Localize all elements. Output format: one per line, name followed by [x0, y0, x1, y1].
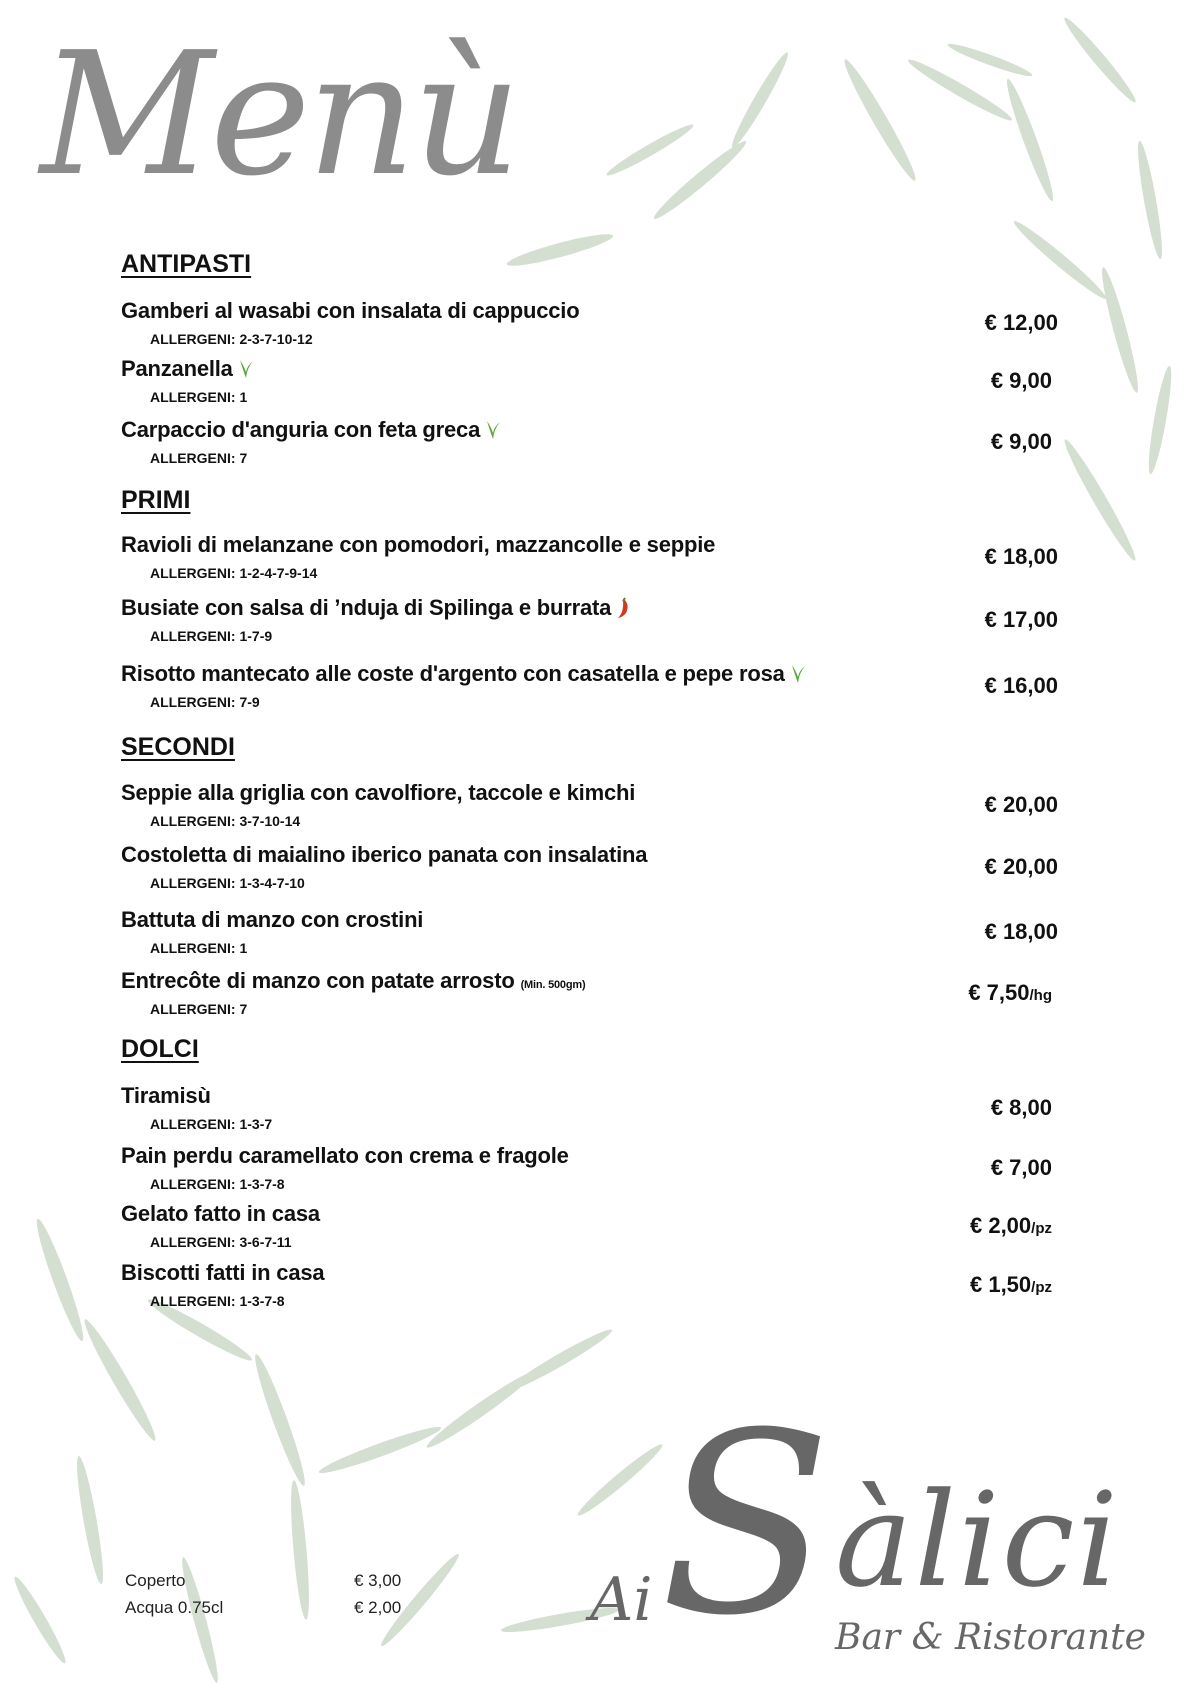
menu-item-allergens: [150, 629, 272, 643]
allergens-codes: 3-6-7-11: [239, 1234, 292, 1250]
menu-title: Menù: [40, 16, 518, 214]
menu-item-title: Costoletta di maialino iberico panata con insalatina: [121, 842, 648, 867]
menu-item-title: Tiramisù: [121, 1083, 211, 1108]
menu-item-price: [985, 794, 1058, 816]
price-value: € 9,00: [990, 368, 1052, 393]
menu-item-allergens: [150, 695, 260, 709]
willow-leaf: [650, 136, 750, 223]
price-value: € 17,00: [984, 607, 1058, 632]
menu-item-name: [121, 597, 633, 619]
allergens-label: ALLERGENI:: [150, 1234, 236, 1250]
extra-label: Coperto: [125, 1571, 186, 1590]
allergens-label: ALLERGENI:: [150, 565, 236, 581]
allergens-label: ALLERGENI:: [150, 940, 236, 956]
menu-item-price: [985, 921, 1058, 943]
menu-item-allergens: [150, 566, 317, 580]
menu-item-price: [985, 675, 1058, 697]
menu-item-title: Gelato fatto in casa: [121, 1201, 320, 1226]
menu-item-price: [985, 856, 1058, 878]
menu-item-price: [985, 546, 1058, 568]
allergens-codes: 1-3-7: [239, 1116, 273, 1132]
price-value: € 12,00: [984, 310, 1058, 335]
menu-item-allergens: [150, 390, 247, 404]
price-value: € 16,00: [984, 673, 1058, 698]
menu-item-allergens: [150, 941, 247, 955]
willow-leaf: [249, 1352, 310, 1488]
price-unit: /pz: [1031, 1220, 1052, 1237]
willow-leaf: [10, 1574, 70, 1667]
menu-item-name: [121, 1145, 569, 1167]
menu-item-note: (Min. 500gm): [520, 979, 586, 991]
extra-price: € 2,00: [354, 1598, 402, 1617]
section-heading-secondi: SECONDI: [121, 733, 235, 761]
menu-item-name: [121, 1085, 211, 1107]
willow-leaf: [1002, 77, 1059, 204]
price-value: € 20,00: [984, 854, 1058, 879]
willow-leaf: [505, 229, 615, 271]
menu-item-name: [121, 844, 647, 866]
chili-pepper-icon: [615, 597, 633, 619]
menu-item-title: Risotto mantecato alle coste d'argento con casatella e pepe rosa: [121, 661, 785, 686]
allergens-codes: 7-9: [239, 694, 260, 710]
menu-item-price: [970, 1215, 1052, 1237]
section-heading-antipasti: ANTIPASTI: [121, 250, 252, 278]
menu-item-title: Biscotti fatti in casa: [121, 1260, 325, 1285]
menu-item-price: [991, 431, 1052, 453]
allergens-label: ALLERGENI:: [150, 694, 236, 710]
menu-item-allergens: [150, 876, 305, 890]
menu-item-price: [991, 370, 1052, 392]
menu-item-title: Pain perdu caramellato con crema e fragole: [121, 1143, 569, 1168]
menu-item-name: [121, 909, 423, 931]
allergens-codes: 2-3-7-10-12: [239, 331, 313, 347]
menu-item-name: [121, 970, 585, 992]
willow-leaf: [1060, 14, 1140, 106]
price-value: € 18,00: [984, 544, 1058, 569]
allergens-codes: 3-7-10-14: [239, 813, 301, 829]
allergens-codes: 7: [239, 450, 248, 466]
willow-leaf: [317, 1422, 444, 1479]
willow-leaf: [505, 1325, 615, 1395]
menu-item-allergens: [150, 1117, 272, 1131]
menu-item-name: [121, 782, 635, 804]
section-heading-dolci: DOLCI: [121, 1035, 199, 1063]
menu-item-name: [121, 1203, 320, 1225]
price-unit: /hg: [1029, 987, 1052, 1004]
allergens-label: ALLERGENI:: [150, 1293, 236, 1309]
willow-leaf: [1134, 140, 1167, 260]
logo-name: àlici: [835, 1464, 1121, 1616]
willow-leaf: [839, 56, 921, 184]
menu-item-name: [121, 300, 579, 322]
menu-item-allergens: [150, 332, 313, 346]
price-value: € 7,50: [968, 980, 1030, 1005]
menu-item-title: Carpaccio d'anguria con feta greca: [121, 417, 481, 442]
willow-leaf: [1097, 266, 1143, 395]
menu-item-title: Seppie alla griglia con cavolfiore, taccole e kimchi: [121, 780, 636, 805]
logo-subtitle: Bar & Ristorante: [835, 1617, 1146, 1658]
price-value: € 1,50: [969, 1272, 1032, 1297]
willow-leaf: [79, 1316, 161, 1444]
menu-item-price: [991, 1157, 1052, 1179]
willow-leaf: [727, 49, 792, 150]
price-value: € 2,00: [969, 1213, 1032, 1238]
logo-prefix: Ai: [590, 1565, 653, 1635]
menu-item-name: [121, 1262, 324, 1284]
vegetarian-leaf-icon: [484, 419, 502, 441]
allergens-label: ALLERGENI:: [150, 1001, 236, 1017]
allergens-codes: 1-3-7-8: [239, 1293, 285, 1309]
menu-item-title: Entrecôte di manzo con patate arrosto: [121, 968, 515, 993]
allergens-codes: 7: [239, 1001, 248, 1017]
section-heading-primi: PRIMI: [121, 486, 191, 514]
vegetarian-leaf-icon: [789, 663, 807, 685]
menu-item-title: Battuta di manzo con crostini: [121, 907, 424, 932]
menu-item-title: Busiate con salsa di ’nduja di Spilinga e burrata: [121, 595, 612, 620]
menu-item-name: [121, 358, 255, 380]
menu-item-allergens: [150, 451, 247, 465]
menu-item-name: [121, 663, 807, 685]
willow-leaf: [946, 40, 1034, 80]
price-unit: /pz: [1031, 1279, 1052, 1296]
willow-leaf: [72, 1455, 107, 1585]
allergens-label: ALLERGENI:: [150, 628, 236, 644]
allergens-codes: 1-3-7-8: [239, 1176, 285, 1192]
allergens-codes: 1-2-4-7-9-14: [239, 565, 318, 581]
vegetarian-leaf-icon: [237, 358, 255, 380]
allergens-codes: 1-7-9: [239, 628, 273, 644]
logo-initial: S: [660, 1379, 832, 1670]
allergens-codes: 1-3-4-7-10: [239, 875, 305, 891]
menu-item-title: Gamberi al wasabi con insalata di cappuccio: [121, 298, 580, 323]
price-value: € 8,00: [990, 1095, 1052, 1120]
allergens-codes: 1: [239, 940, 248, 956]
allergens-label: ALLERGENI:: [150, 1116, 236, 1132]
allergens-label: ALLERGENI:: [150, 389, 236, 405]
willow-leaf: [604, 120, 696, 180]
price-value: € 9,00: [990, 429, 1052, 454]
willow-leaf: [287, 1480, 312, 1621]
willow-leaf: [1010, 217, 1110, 303]
menu-item-price: [991, 1097, 1052, 1119]
allergens-label: ALLERGENI:: [150, 331, 236, 347]
willow-leaf: [1059, 436, 1140, 564]
extra-label: Acqua 0.75cl: [125, 1598, 224, 1617]
price-value: € 20,00: [984, 792, 1058, 817]
allergens-label: ALLERGENI:: [150, 1176, 236, 1192]
extra-price: € 3,00: [354, 1571, 402, 1590]
allergens-codes: 1: [239, 389, 248, 405]
menu-item-price: [970, 1274, 1052, 1296]
menu-item-price: [985, 609, 1058, 631]
menu-item-price: [985, 312, 1058, 334]
menu-item-allergens: [150, 1235, 292, 1249]
willow-leaf: [1145, 365, 1176, 475]
price-value: € 7,00: [990, 1155, 1052, 1180]
restaurant-logo: [590, 1379, 1190, 1690]
menu-item-allergens: [150, 1177, 285, 1191]
allergens-label: ALLERGENI:: [150, 813, 236, 829]
menu-item-title: Ravioli di melanzane con pomodori, mazzancolle e seppie: [121, 532, 716, 557]
menu-item-allergens: [150, 814, 300, 828]
allergens-label: ALLERGENI:: [150, 450, 236, 466]
menu-item-allergens: [150, 1294, 285, 1308]
menu-item-name: [121, 534, 715, 556]
menu-item-allergens: [150, 1002, 247, 1016]
menu-item-price: [968, 982, 1052, 1004]
price-value: € 18,00: [984, 919, 1058, 944]
allergens-label: ALLERGENI:: [150, 875, 236, 891]
willow-leaf: [31, 1217, 89, 1344]
menu-item-title: Panzanella: [121, 356, 233, 381]
menu-item-name: [121, 419, 502, 441]
